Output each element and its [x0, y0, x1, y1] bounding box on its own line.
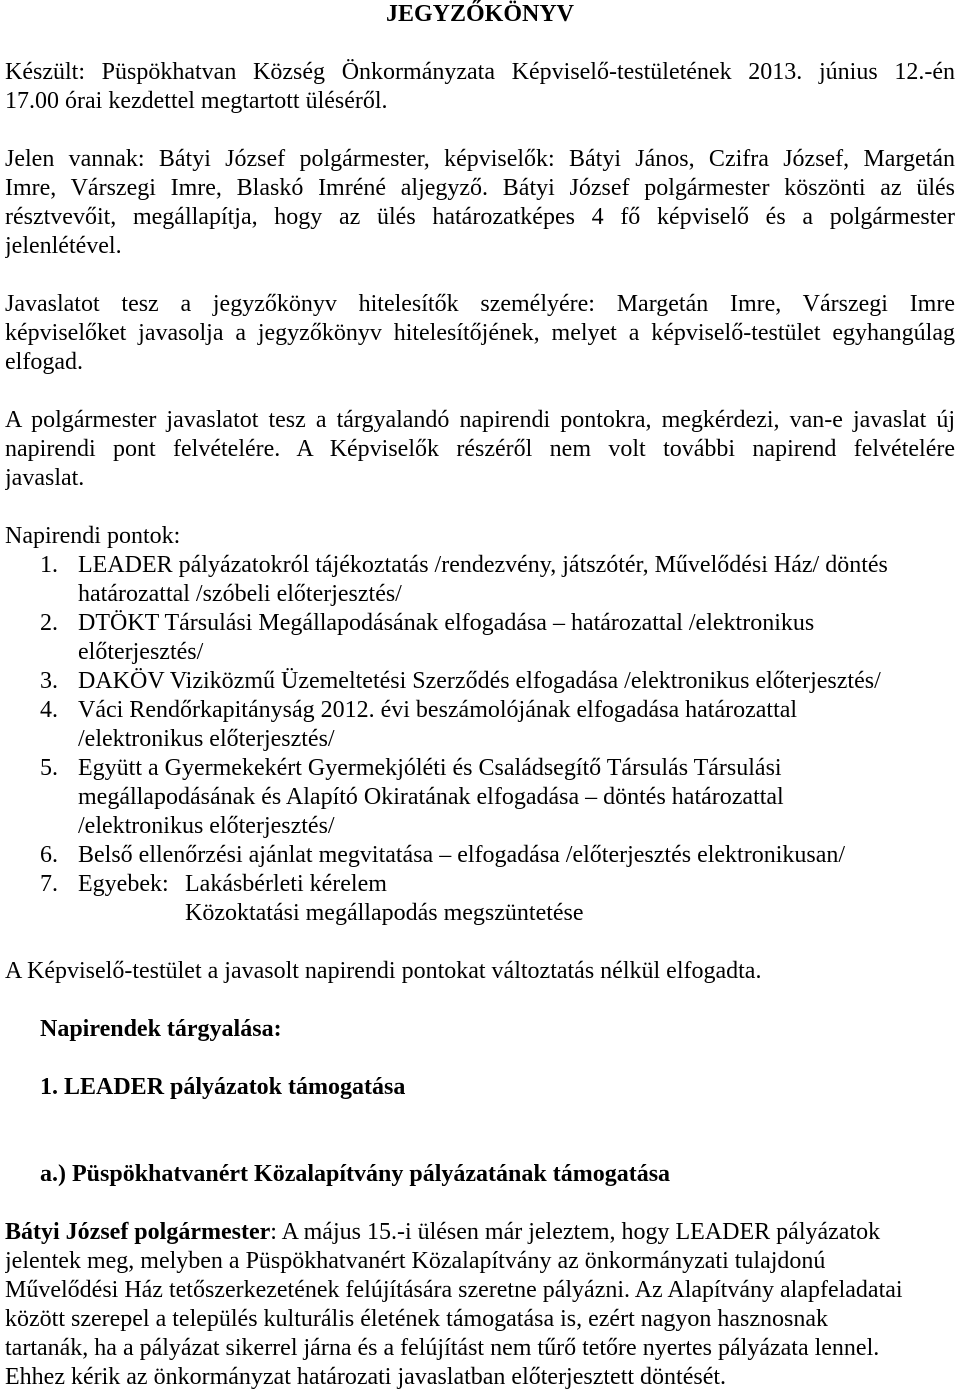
paragraph-attendance [5, 145, 955, 261]
agenda-item-number: 6. [40, 842, 58, 868]
paragraph-line: A polgármester javaslatot tesz a tárgyalandó napirendi pontokra, megkérdezi, van-e javaslat új [5, 407, 955, 433]
agenda-item-line: Belső ellenőrzési ajánlat megvitatása – elfogadása /előterjesztés elektronikusan/ [78, 842, 846, 868]
paragraph-line: Javaslatot tesz a jegyzőkönyv hitelesítők személyére: Margetán Imre, Várszegi Imre [5, 291, 955, 317]
agenda-item [40, 696, 955, 754]
agenda-item [40, 551, 955, 609]
agenda-section [5, 522, 955, 928]
statement-text: : A május 15.-i ülésen már jeleztem, hogy LEADER pályázatok [270, 1219, 881, 1245]
agenda-item-line: Váci Rendőrkapitányság 2012. évi beszámolójának elfogadása határozattal [78, 697, 798, 723]
paragraph-line: 17.00 órai kezdettel megtartott üléséről. [5, 88, 388, 114]
paragraph-intro [5, 58, 955, 116]
agenda-item-line: LEADER pályázatokról tájékoztatás /rendezvény, játszótér, Művelődési Ház/ döntés [78, 552, 888, 578]
agenda-item [40, 754, 955, 841]
paragraph-line: Imre, Várszegi Imre, Blaskó Imréné aljegyző. Bátyi József polgármester köszönti az ülés [5, 175, 955, 201]
agenda-subitems [185, 870, 584, 928]
paragraph-agenda-proposal [5, 406, 955, 493]
agenda-heading: Napirendi pontok: [5, 523, 181, 549]
agenda-item-text [78, 696, 955, 754]
paragraph-agenda-accepted [5, 957, 955, 986]
agenda-item-line: megállapodásának és Alapító Okiratának elfogadása – döntés határozattal [78, 784, 784, 810]
statement-line: Ehhez kérik az önkormányzat határozati javaslatban előterjesztett döntését. [5, 1364, 727, 1390]
discussion-heading: Napirendek tárgyalása: [40, 1016, 282, 1042]
paragraph-line: A Képviselő-testület a javasolt napirendi pontokat változtatás nélkül elfogadta. [5, 958, 762, 984]
mayor-statement [5, 1218, 955, 1392]
agenda-item-line: DTÖKT Társulási Megállapodásának elfogadása – határozattal /elektronikus [78, 610, 815, 636]
paragraph-line: jelenlétével. [5, 233, 122, 259]
agenda-item [40, 667, 955, 696]
agenda-item-text [78, 841, 955, 870]
subtopic-heading: a.) Püspökhatvanért Közalapítvány pályázatának támogatása [40, 1161, 671, 1187]
agenda-item-line: DAKÖV Viziközmű Üzemeltetési Szerződés elfogadása /elektronikus előterjesztés/ [78, 668, 881, 694]
paragraph-line: javaslat. [5, 465, 85, 491]
agenda-subitem: Lakásbérleti kérelem [185, 871, 387, 897]
agenda-item-number: 4. [40, 697, 58, 723]
statement-line: tartanák, ha a pályázat sikerrel járna és a felújítást nem tűrő tetőre nyertes pályázata lennel. [5, 1335, 880, 1361]
agenda-item-line: Együtt a Gyermekekért Gyermekjóléti és Családsegítő Társulás Társulási [78, 755, 782, 781]
agenda-item [40, 841, 955, 870]
agenda-item-line: /elektronikus előterjesztés/ [78, 726, 335, 752]
agenda-item-label: Egyebek: [78, 871, 169, 897]
agenda-item-text [78, 551, 955, 609]
paragraph-line: képviselőket javasolja a jegyzőkönyv hitelesítőjének, melyet a képviselő-testület egyhangúlag [5, 320, 955, 346]
agenda-item [40, 609, 955, 667]
document-title: JEGYZŐKÖNYV [385, 1, 574, 27]
paragraph-line: Készült: Püspökhatvan Község Önkormányzata Képviselő-testületének 2013. június 12.-én [5, 59, 955, 85]
agenda-item-number: 1. [40, 552, 58, 578]
agenda-item-text [78, 609, 955, 667]
paragraph-line: napirendi pont felvételére. A Képviselők részéről nem volt további napirend felvételére [5, 436, 955, 462]
speaker-name: Bátyi József polgármester [5, 1219, 271, 1245]
agenda-item-number: 7. [40, 871, 58, 897]
agenda-item-text [78, 754, 955, 841]
statement-line: Művelődési Ház tetőszerkezetének felújítására szeretne pályázni. Az Alapítvány alapfeladatai [5, 1277, 903, 1303]
agenda-item-line: előterjesztés/ [78, 639, 204, 665]
topic-heading: 1. LEADER pályázatok támogatása [40, 1074, 406, 1100]
agenda-subitem: Közoktatási megállapodás megszüntetése [185, 900, 584, 926]
agenda-item-line: /elektronikus előterjesztés/ [78, 813, 335, 839]
agenda-item-number: 5. [40, 755, 58, 781]
agenda-item-text [78, 667, 955, 696]
paragraph-line: elfogad. [5, 349, 83, 375]
paragraph-authenticators [5, 290, 955, 377]
agenda-item-number: 3. [40, 668, 58, 694]
paragraph-line: Jelen vannak: Bátyi József polgármester, képviselők: Bátyi János, Czifra József, Margetán [5, 146, 955, 172]
statement-line: jelentek meg, melyben a Püspökhatvanért Közalapítvány az önkormányzati tulajdonú [5, 1248, 826, 1274]
paragraph-line: résztvevőit, megállapítja, hogy az ülés határozatképes 4 fő képviselő és a polgármester [5, 204, 955, 230]
statement-line: között szerepel a település kulturális életének támogatása is, ezért nagyon hasznosnak [5, 1306, 829, 1332]
agenda-item [40, 870, 955, 928]
agenda-item-number: 2. [40, 610, 58, 636]
statement-line [5, 1218, 955, 1247]
agenda-item-line: határozattal /szóbeli előterjesztés/ [78, 581, 402, 607]
